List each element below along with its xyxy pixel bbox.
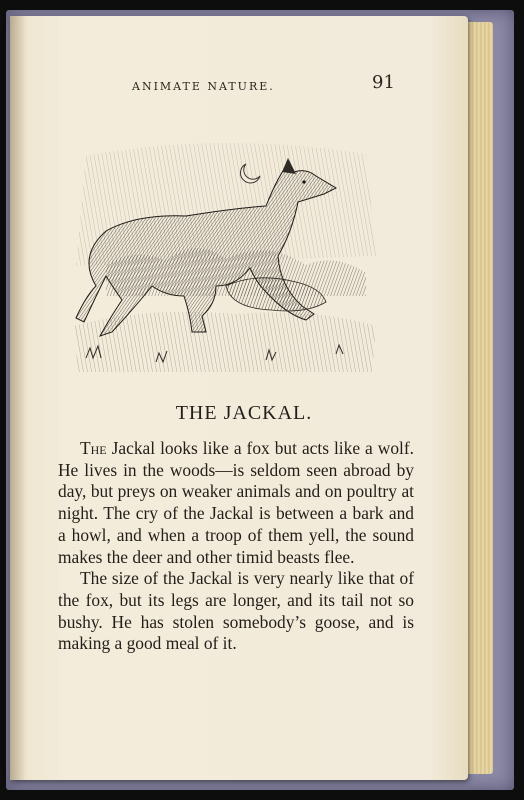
jackal-eye [302, 180, 305, 183]
paragraph-text: Jackal looks like a fox but acts like a wolf. He lives in the woods—is seldom seen abroad by day, but preys on weaker animals and on poultry at night. The cry of the Jackal is between a bark and a howl, and when a troop of them yell, the sound makes the deer and other timid beasts flee. [58, 438, 414, 567]
small-caps-lead: The [80, 438, 107, 458]
article-heading: THE JACKAL. [175, 402, 313, 424]
page-number: 91 [372, 72, 395, 93]
paragraph-text: The size of the Jackal is very nearly like that of the fox, but its legs are longer, and its tail not so bushy. He has stolen somebody’s goose, and is making a good meal of it. [58, 568, 414, 654]
article-body [58, 438, 414, 655]
paragraph [58, 568, 414, 655]
running-title: ANIMATE NATURE. [132, 80, 275, 93]
gutter-shadow [10, 16, 24, 780]
paragraph [58, 438, 414, 568]
jackal-illustration [66, 136, 382, 374]
book-page [10, 16, 468, 780]
running-head [122, 70, 440, 100]
